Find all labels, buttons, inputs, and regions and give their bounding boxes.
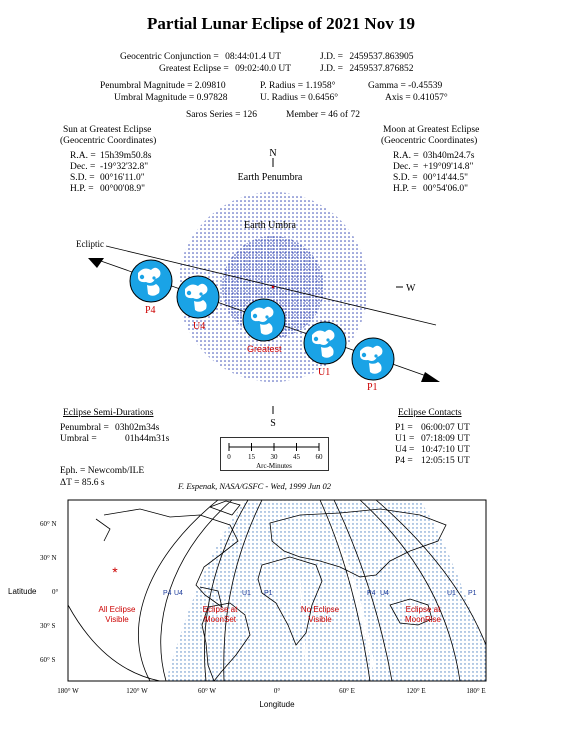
arc-minute-scale [220,437,330,473]
region-moonrise: Eclipse at [405,605,441,614]
contact-row [395,456,470,467]
world-map [0,495,562,731]
contact-key: P1 = [395,423,413,433]
x-tick-label: 120° E [406,687,426,695]
umbral-magnitude: Umbral Magnitude = 0.97828 [114,93,228,103]
jd-value: 2459537.863905 [349,52,414,62]
contact-row [395,445,470,456]
gamma: Gamma = -0.45539 [368,81,443,91]
coord-value: 00°14'44.5" [423,173,469,183]
conjunction-label: Geocentric Conjunction = [120,52,219,62]
sun-box-title: Sun at Greatest Eclipse [63,125,152,135]
umbra-label: Earth Umbra [244,220,296,231]
contact-key: P4 = [395,456,413,466]
moon-box-title: Moon at Greatest Eclipse [383,125,480,135]
moon-label-u1: U1 [318,367,331,378]
path-arrow-head-west [88,258,104,268]
coord-key: Dec. = [70,162,96,172]
scale-tick-label: 45 [293,453,300,461]
x-tick-label: 180° E [466,687,486,695]
moon-u1 [304,322,346,364]
region-moonrise-2: MoonRise [404,615,442,624]
moon-p4 [130,260,172,302]
u-radius: U. Radius = 0.6456° [260,93,339,103]
contact-value: 10:47:10 UT [421,445,470,455]
curve-label-p4: P4 [163,590,172,597]
coord-key: S.D. = [393,173,418,183]
region-all-eclipse: All Eclipse [98,605,136,614]
duration-value: 03h02m34s [115,423,160,433]
moon-label-p1: P1 [367,382,378,393]
greatest-time: 09:02:40.0 UT [235,64,292,74]
conjunction-row [120,52,281,63]
curve-label-u1: U1 [242,590,251,597]
semi-durations-list [60,423,169,445]
greatest-label: Greatest Eclipse = [159,64,229,74]
moon-box-subtitle: (Geocentric Coordinates) [381,136,478,146]
scale-tick-label: 30 [270,453,278,461]
jd-label: J.D. = [320,64,344,74]
contacts-title: Eclipse Contacts [398,408,462,418]
x-tick-label: 60° E [339,687,355,695]
scale-title: Arc-Minutes [256,462,292,470]
conjunction-jd [320,52,414,63]
ecliptic-label: Ecliptic [76,239,104,249]
coord-key: S.D. = [70,173,95,183]
moon-label-u4: U4 [193,321,206,332]
moon-greatest [243,299,285,341]
x-ticks [57,687,485,695]
contact-row [395,423,470,434]
north-label: N [269,148,277,159]
axis: Axis = 0.41057° [385,93,448,103]
west-label: W [406,283,416,294]
y-tick-label: 30° N [40,554,57,562]
region-moonset-2: MoonSet [203,615,237,624]
coord-key: R.A. = [70,151,96,161]
coord-value: +19°09'14.8" [423,162,474,172]
saros-series: Saros Series = 126 [186,110,258,120]
duration-key: Umbral = [60,434,97,444]
contact-value: 12:05:15 UT [421,456,470,466]
sublunar-point-icon: * [112,564,118,580]
shadow-center [272,286,275,289]
semi-duration-row [60,423,169,434]
jd-label: J.D. = [320,52,344,62]
jd-value: 2459537.876852 [349,64,414,74]
region-no-eclipse: No Eclipse [300,605,340,614]
moon-label-p4: P4 [145,305,156,316]
coord-value: 15h39m50.8s [100,151,152,161]
y-tick-label: 60° S [40,656,56,664]
south-label: S [270,418,276,429]
curve-label-p4: P4 [367,590,376,597]
region-moonset: Eclipse at [202,605,238,614]
greatest-row [159,64,291,75]
coord-value: 03h40m24.7s [423,151,475,161]
coord-value: -19°32'32.8" [100,162,149,172]
conjunction-time: 08:44:01.4 UT [225,52,282,62]
penumbral-magnitude: Penumbral Magnitude = 2.09810 [100,81,226,91]
curve-label-u4: U4 [380,590,389,597]
y-tick-label: 0° [52,588,59,596]
saros-member: Member = 46 of 72 [286,110,360,120]
path-arrow-head-east [421,372,440,382]
duration-key: Penumbral = [60,423,109,433]
coord-key: H.P. = [393,184,417,194]
coord-value: 00°00'08.9" [100,184,146,194]
contact-key: U1 = [395,434,415,444]
y-tick-label: 30° S [40,622,56,630]
semi-duration-row [60,434,169,445]
moon-label-greatest: Greatest [247,344,282,354]
contact-key: U4 = [395,445,415,455]
contact-row [395,434,470,445]
contact-value: 06:00:07 UT [421,423,470,433]
penumbra-label: Earth Penumbra [237,172,303,183]
delta-t: ΔT = 85.6 s [60,478,105,488]
y-tick-label: 60° N [40,520,57,528]
coord-value: 00°16'11.0" [100,173,145,183]
p-radius: P. Radius = 1.1958° [260,81,336,91]
region-no-eclipse-2: Visible [308,615,332,624]
ephemeris: Eph. = Newcomb/ILE [60,466,145,476]
scale-tick-label: 15 [248,453,255,461]
coord-key: Dec. = [393,162,419,172]
credit-line: F. Espenak, NASA/GSFC - Wed, 1999 Jun 02 [178,481,331,491]
region-all-eclipse-2: Visible [105,615,129,624]
duration-value: 01h44m31s [125,434,170,444]
x-tick-label: 120° W [126,687,148,695]
map-x-title: Longitude [259,700,295,709]
x-tick-label: 60° W [197,687,217,695]
greatest-jd [320,64,414,75]
coord-key: R.A. = [393,151,419,161]
x-tick-label: 0° [273,687,281,695]
y-ticks [40,520,59,664]
page-title: Partial Lunar Eclipse of 2021 Nov 19 [147,14,415,33]
eclipse-diagram [0,140,562,440]
curve-label-p1: P1 [264,590,273,597]
curve-label-u1: U1 [447,590,456,597]
moon-u4 [177,276,219,318]
coord-value: 00°54'06.0" [423,184,469,194]
semi-durations-title: Eclipse Semi-Durations [63,408,154,418]
scale-tick-label: 60 [315,453,323,461]
coord-key: H.P. = [70,184,94,194]
contacts-list [395,423,470,467]
contact-value: 07:18:09 UT [421,434,470,444]
moon-p1 [352,338,394,380]
x-tick-label: 180° W [57,687,79,695]
sun-box-subtitle: (Geocentric Coordinates) [60,136,157,146]
map-y-title: Latitude [8,587,37,596]
curve-label-p1: P1 [468,590,477,597]
curve-label-u4: U4 [174,590,183,597]
scale-tick-label: 0 [227,453,231,461]
